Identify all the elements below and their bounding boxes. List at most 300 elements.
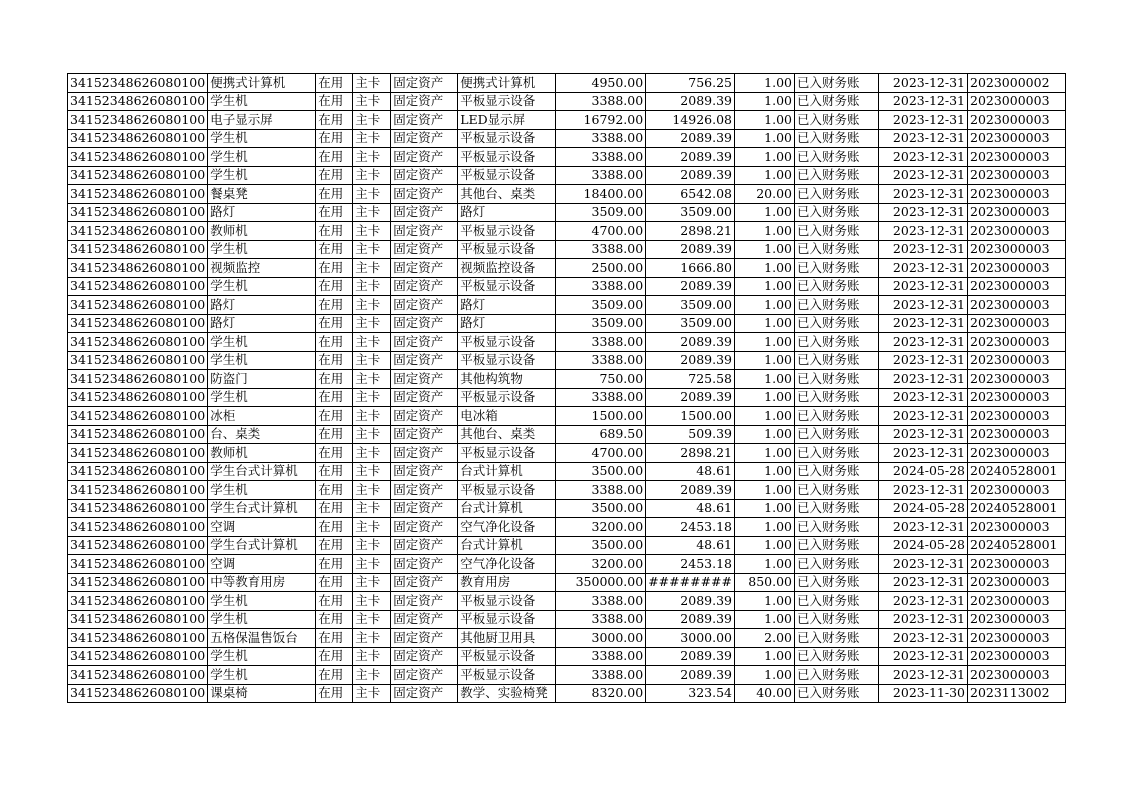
accounting-status-cell[interactable]: 已入财务账: [795, 407, 879, 426]
category-cell[interactable]: 其他台、桌类: [458, 185, 556, 204]
usage-status-cell[interactable]: 在用: [316, 92, 353, 111]
asset-name-cell[interactable]: 学生台式计算机: [208, 462, 316, 481]
card-type-cell[interactable]: 主卡: [353, 388, 391, 407]
category-cell[interactable]: 平板显示设备: [458, 388, 556, 407]
net-value-cell[interactable]: 3509.00: [646, 314, 735, 333]
asset-code-cell[interactable]: 34152348626080100: [68, 444, 208, 463]
usage-status-cell[interactable]: 在用: [316, 407, 353, 426]
accounting-status-cell[interactable]: 已入财务账: [795, 388, 879, 407]
usage-status-cell[interactable]: 在用: [316, 351, 353, 370]
original-value-cell[interactable]: 3509.00: [556, 296, 646, 315]
net-value-cell[interactable]: 2898.21: [646, 444, 735, 463]
asset-class-cell[interactable]: 固定资产: [391, 351, 458, 370]
asset-code-cell[interactable]: 34152348626080100: [68, 573, 208, 592]
quantity-cell[interactable]: 1.00: [735, 536, 795, 555]
card-type-cell[interactable]: 主卡: [353, 240, 391, 259]
asset-class-cell[interactable]: 固定资产: [391, 555, 458, 574]
card-type-cell[interactable]: 主卡: [353, 351, 391, 370]
card-type-cell[interactable]: 主卡: [353, 481, 391, 500]
asset-class-cell[interactable]: 固定资产: [391, 462, 458, 481]
asset-name-cell[interactable]: 路灯: [208, 314, 316, 333]
original-value-cell[interactable]: 2500.00: [556, 259, 646, 278]
quantity-cell[interactable]: 1.00: [735, 592, 795, 611]
asset-code-cell[interactable]: 34152348626080100: [68, 518, 208, 537]
card-type-cell[interactable]: 主卡: [353, 129, 391, 148]
asset-code-cell[interactable]: 34152348626080100: [68, 629, 208, 648]
net-value-cell[interactable]: 725.58: [646, 370, 735, 389]
asset-class-cell[interactable]: 固定资产: [391, 185, 458, 204]
date-cell[interactable]: 2023-12-31: [879, 425, 968, 444]
card-type-cell[interactable]: 主卡: [353, 425, 391, 444]
voucher-no-cell[interactable]: 2023000003: [968, 407, 1066, 426]
asset-name-cell[interactable]: 学生机: [208, 333, 316, 352]
usage-status-cell[interactable]: 在用: [316, 388, 353, 407]
asset-code-cell[interactable]: 34152348626080100: [68, 277, 208, 296]
asset-class-cell[interactable]: 固定资产: [391, 573, 458, 592]
card-type-cell[interactable]: 主卡: [353, 629, 391, 648]
date-cell[interactable]: 2023-12-31: [879, 573, 968, 592]
voucher-no-cell[interactable]: 2023000003: [968, 481, 1066, 500]
category-cell[interactable]: 其他构筑物: [458, 370, 556, 389]
net-value-cell[interactable]: 2089.39: [646, 610, 735, 629]
card-type-cell[interactable]: 主卡: [353, 185, 391, 204]
asset-class-cell[interactable]: 固定资产: [391, 481, 458, 500]
asset-name-cell[interactable]: 学生机: [208, 481, 316, 500]
category-cell[interactable]: 空气净化设备: [458, 518, 556, 537]
category-cell[interactable]: 路灯: [458, 296, 556, 315]
date-cell[interactable]: 2023-12-31: [879, 259, 968, 278]
category-cell[interactable]: 教学、实验椅凳: [458, 684, 556, 703]
original-value-cell[interactable]: 4950.00: [556, 74, 646, 93]
quantity-cell[interactable]: 1.00: [735, 388, 795, 407]
asset-name-cell[interactable]: 学生机: [208, 351, 316, 370]
asset-code-cell[interactable]: 34152348626080100: [68, 555, 208, 574]
accounting-status-cell[interactable]: 已入财务账: [795, 166, 879, 185]
accounting-status-cell[interactable]: 已入财务账: [795, 647, 879, 666]
category-cell[interactable]: 平板显示设备: [458, 647, 556, 666]
usage-status-cell[interactable]: 在用: [316, 555, 353, 574]
date-cell[interactable]: 2023-12-31: [879, 629, 968, 648]
net-value-cell[interactable]: ########: [646, 573, 735, 592]
voucher-no-cell[interactable]: 2023113002: [968, 684, 1066, 703]
net-value-cell[interactable]: 2089.39: [646, 647, 735, 666]
net-value-cell[interactable]: 1666.80: [646, 259, 735, 278]
voucher-no-cell[interactable]: 2023000003: [968, 666, 1066, 685]
voucher-no-cell[interactable]: 2023000003: [968, 444, 1066, 463]
voucher-no-cell[interactable]: 2023000003: [968, 203, 1066, 222]
asset-name-cell[interactable]: 学生机: [208, 92, 316, 111]
asset-class-cell[interactable]: 固定资产: [391, 536, 458, 555]
quantity-cell[interactable]: 850.00: [735, 573, 795, 592]
usage-status-cell[interactable]: 在用: [316, 277, 353, 296]
original-value-cell[interactable]: 3388.00: [556, 610, 646, 629]
asset-class-cell[interactable]: 固定资产: [391, 74, 458, 93]
accounting-status-cell[interactable]: 已入财务账: [795, 203, 879, 222]
asset-class-cell[interactable]: 固定资产: [391, 684, 458, 703]
net-value-cell[interactable]: 1500.00: [646, 407, 735, 426]
usage-status-cell[interactable]: 在用: [316, 203, 353, 222]
net-value-cell[interactable]: 2089.39: [646, 277, 735, 296]
quantity-cell[interactable]: 20.00: [735, 185, 795, 204]
net-value-cell[interactable]: 2089.39: [646, 333, 735, 352]
voucher-no-cell[interactable]: 2023000003: [968, 111, 1066, 130]
quantity-cell[interactable]: 1.00: [735, 203, 795, 222]
quantity-cell[interactable]: 1.00: [735, 444, 795, 463]
usage-status-cell[interactable]: 在用: [316, 462, 353, 481]
original-value-cell[interactable]: 750.00: [556, 370, 646, 389]
category-cell[interactable]: 台式计算机: [458, 462, 556, 481]
date-cell[interactable]: 2024-05-28: [879, 462, 968, 481]
asset-code-cell[interactable]: 34152348626080100: [68, 259, 208, 278]
usage-status-cell[interactable]: 在用: [316, 610, 353, 629]
category-cell[interactable]: LED显示屏: [458, 111, 556, 130]
card-type-cell[interactable]: 主卡: [353, 666, 391, 685]
accounting-status-cell[interactable]: 已入财务账: [795, 240, 879, 259]
date-cell[interactable]: 2023-12-31: [879, 74, 968, 93]
usage-status-cell[interactable]: 在用: [316, 536, 353, 555]
category-cell[interactable]: 台式计算机: [458, 536, 556, 555]
asset-class-cell[interactable]: 固定资产: [391, 499, 458, 518]
original-value-cell[interactable]: 3388.00: [556, 647, 646, 666]
accounting-status-cell[interactable]: 已入财务账: [795, 259, 879, 278]
accounting-status-cell[interactable]: 已入财务账: [795, 351, 879, 370]
asset-class-cell[interactable]: 固定资产: [391, 222, 458, 241]
quantity-cell[interactable]: 1.00: [735, 314, 795, 333]
asset-class-cell[interactable]: 固定资产: [391, 333, 458, 352]
date-cell[interactable]: 2023-12-31: [879, 296, 968, 315]
voucher-no-cell[interactable]: 2023000003: [968, 388, 1066, 407]
date-cell[interactable]: 2023-12-31: [879, 314, 968, 333]
accounting-status-cell[interactable]: 已入财务账: [795, 425, 879, 444]
accounting-status-cell[interactable]: 已入财务账: [795, 92, 879, 111]
card-type-cell[interactable]: 主卡: [353, 684, 391, 703]
accounting-status-cell[interactable]: 已入财务账: [795, 111, 879, 130]
voucher-no-cell[interactable]: 20240528001: [968, 499, 1066, 518]
voucher-no-cell[interactable]: 2023000003: [968, 647, 1066, 666]
accounting-status-cell[interactable]: 已入财务账: [795, 74, 879, 93]
category-cell[interactable]: 视频监控设备: [458, 259, 556, 278]
date-cell[interactable]: 2023-12-31: [879, 610, 968, 629]
asset-class-cell[interactable]: 固定资产: [391, 592, 458, 611]
net-value-cell[interactable]: 2089.39: [646, 592, 735, 611]
original-value-cell[interactable]: 3388.00: [556, 129, 646, 148]
usage-status-cell[interactable]: 在用: [316, 499, 353, 518]
asset-class-cell[interactable]: 固定资产: [391, 314, 458, 333]
category-cell[interactable]: 平板显示设备: [458, 240, 556, 259]
original-value-cell[interactable]: 3200.00: [556, 555, 646, 574]
voucher-no-cell[interactable]: 2023000003: [968, 148, 1066, 167]
asset-name-cell[interactable]: 路灯: [208, 203, 316, 222]
accounting-status-cell[interactable]: 已入财务账: [795, 666, 879, 685]
asset-code-cell[interactable]: 34152348626080100: [68, 666, 208, 685]
asset-code-cell[interactable]: 34152348626080100: [68, 481, 208, 500]
asset-class-cell[interactable]: 固定资产: [391, 148, 458, 167]
card-type-cell[interactable]: 主卡: [353, 314, 391, 333]
category-cell[interactable]: 便携式计算机: [458, 74, 556, 93]
asset-code-cell[interactable]: 34152348626080100: [68, 684, 208, 703]
category-cell[interactable]: 路灯: [458, 314, 556, 333]
quantity-cell[interactable]: 1.00: [735, 111, 795, 130]
date-cell[interactable]: 2023-12-31: [879, 518, 968, 537]
usage-status-cell[interactable]: 在用: [316, 166, 353, 185]
original-value-cell[interactable]: 3388.00: [556, 481, 646, 500]
accounting-status-cell[interactable]: 已入财务账: [795, 185, 879, 204]
accounting-status-cell[interactable]: 已入财务账: [795, 573, 879, 592]
net-value-cell[interactable]: 2089.39: [646, 148, 735, 167]
quantity-cell[interactable]: 1.00: [735, 647, 795, 666]
voucher-no-cell[interactable]: 20240528001: [968, 536, 1066, 555]
original-value-cell[interactable]: 8320.00: [556, 684, 646, 703]
category-cell[interactable]: 平板显示设备: [458, 592, 556, 611]
voucher-no-cell[interactable]: 20240528001: [968, 462, 1066, 481]
quantity-cell[interactable]: 1.00: [735, 240, 795, 259]
card-type-cell[interactable]: 主卡: [353, 296, 391, 315]
accounting-status-cell[interactable]: 已入财务账: [795, 610, 879, 629]
original-value-cell[interactable]: 3388.00: [556, 92, 646, 111]
usage-status-cell[interactable]: 在用: [316, 666, 353, 685]
date-cell[interactable]: 2023-12-31: [879, 222, 968, 241]
category-cell[interactable]: 平板显示设备: [458, 166, 556, 185]
asset-class-cell[interactable]: 固定资产: [391, 129, 458, 148]
asset-name-cell[interactable]: 空调: [208, 555, 316, 574]
date-cell[interactable]: 2023-12-31: [879, 481, 968, 500]
quantity-cell[interactable]: 1.00: [735, 351, 795, 370]
original-value-cell[interactable]: 3388.00: [556, 277, 646, 296]
asset-class-cell[interactable]: 固定资产: [391, 240, 458, 259]
category-cell[interactable]: 空气净化设备: [458, 555, 556, 574]
asset-name-cell[interactable]: 中等教育用房: [208, 573, 316, 592]
category-cell[interactable]: 平板显示设备: [458, 351, 556, 370]
voucher-no-cell[interactable]: 2023000003: [968, 629, 1066, 648]
date-cell[interactable]: 2023-12-31: [879, 148, 968, 167]
date-cell[interactable]: 2023-12-31: [879, 444, 968, 463]
usage-status-cell[interactable]: 在用: [316, 370, 353, 389]
accounting-status-cell[interactable]: 已入财务账: [795, 222, 879, 241]
category-cell[interactable]: 平板显示设备: [458, 92, 556, 111]
card-type-cell[interactable]: 主卡: [353, 518, 391, 537]
original-value-cell[interactable]: 3500.00: [556, 536, 646, 555]
card-type-cell[interactable]: 主卡: [353, 259, 391, 278]
asset-class-cell[interactable]: 固定资产: [391, 629, 458, 648]
card-type-cell[interactable]: 主卡: [353, 166, 391, 185]
date-cell[interactable]: 2023-12-31: [879, 388, 968, 407]
date-cell[interactable]: 2023-12-31: [879, 166, 968, 185]
original-value-cell[interactable]: 3500.00: [556, 499, 646, 518]
asset-class-cell[interactable]: 固定资产: [391, 518, 458, 537]
asset-name-cell[interactable]: 路灯: [208, 296, 316, 315]
asset-code-cell[interactable]: 34152348626080100: [68, 92, 208, 111]
asset-code-cell[interactable]: 34152348626080100: [68, 462, 208, 481]
asset-code-cell[interactable]: 34152348626080100: [68, 647, 208, 666]
date-cell[interactable]: 2023-12-31: [879, 407, 968, 426]
asset-name-cell[interactable]: 学生台式计算机: [208, 499, 316, 518]
quantity-cell[interactable]: 40.00: [735, 684, 795, 703]
original-value-cell[interactable]: 3388.00: [556, 333, 646, 352]
asset-class-cell[interactable]: 固定资产: [391, 425, 458, 444]
asset-name-cell[interactable]: 台、桌类: [208, 425, 316, 444]
asset-code-cell[interactable]: 34152348626080100: [68, 370, 208, 389]
voucher-no-cell[interactable]: 2023000003: [968, 222, 1066, 241]
date-cell[interactable]: 2023-12-31: [879, 666, 968, 685]
category-cell[interactable]: 平板显示设备: [458, 444, 556, 463]
category-cell[interactable]: 其他台、桌类: [458, 425, 556, 444]
card-type-cell[interactable]: 主卡: [353, 592, 391, 611]
date-cell[interactable]: 2023-12-31: [879, 333, 968, 352]
net-value-cell[interactable]: 2089.39: [646, 666, 735, 685]
date-cell[interactable]: 2023-12-31: [879, 555, 968, 574]
original-value-cell[interactable]: 689.50: [556, 425, 646, 444]
category-cell[interactable]: 台式计算机: [458, 499, 556, 518]
category-cell[interactable]: 平板显示设备: [458, 277, 556, 296]
asset-name-cell[interactable]: 学生机: [208, 148, 316, 167]
quantity-cell[interactable]: 1.00: [735, 666, 795, 685]
usage-status-cell[interactable]: 在用: [316, 647, 353, 666]
original-value-cell[interactable]: 4700.00: [556, 222, 646, 241]
quantity-cell[interactable]: 1.00: [735, 518, 795, 537]
card-type-cell[interactable]: 主卡: [353, 74, 391, 93]
asset-name-cell[interactable]: 学生机: [208, 129, 316, 148]
asset-code-cell[interactable]: 34152348626080100: [68, 536, 208, 555]
quantity-cell[interactable]: 1.00: [735, 370, 795, 389]
date-cell[interactable]: 2024-05-28: [879, 499, 968, 518]
net-value-cell[interactable]: 3000.00: [646, 629, 735, 648]
accounting-status-cell[interactable]: 已入财务账: [795, 333, 879, 352]
asset-name-cell[interactable]: 教师机: [208, 222, 316, 241]
voucher-no-cell[interactable]: 2023000003: [968, 518, 1066, 537]
asset-name-cell[interactable]: 学生机: [208, 592, 316, 611]
asset-code-cell[interactable]: 34152348626080100: [68, 592, 208, 611]
usage-status-cell[interactable]: 在用: [316, 185, 353, 204]
original-value-cell[interactable]: 18400.00: [556, 185, 646, 204]
asset-name-cell[interactable]: 学生台式计算机: [208, 536, 316, 555]
asset-code-cell[interactable]: 34152348626080100: [68, 111, 208, 130]
net-value-cell[interactable]: 2089.39: [646, 92, 735, 111]
card-type-cell[interactable]: 主卡: [353, 370, 391, 389]
original-value-cell[interactable]: 3388.00: [556, 240, 646, 259]
asset-code-cell[interactable]: 34152348626080100: [68, 148, 208, 167]
quantity-cell[interactable]: 1.00: [735, 555, 795, 574]
usage-status-cell[interactable]: 在用: [316, 518, 353, 537]
asset-class-cell[interactable]: 固定资产: [391, 610, 458, 629]
quantity-cell[interactable]: 1.00: [735, 481, 795, 500]
voucher-no-cell[interactable]: 2023000003: [968, 351, 1066, 370]
original-value-cell[interactable]: 4700.00: [556, 444, 646, 463]
accounting-status-cell[interactable]: 已入财务账: [795, 314, 879, 333]
quantity-cell[interactable]: 1.00: [735, 610, 795, 629]
voucher-no-cell[interactable]: 2023000003: [968, 333, 1066, 352]
quantity-cell[interactable]: 1.00: [735, 462, 795, 481]
accounting-status-cell[interactable]: 已入财务账: [795, 629, 879, 648]
accounting-status-cell[interactable]: 已入财务账: [795, 148, 879, 167]
original-value-cell[interactable]: 3200.00: [556, 518, 646, 537]
accounting-status-cell[interactable]: 已入财务账: [795, 555, 879, 574]
asset-class-cell[interactable]: 固定资产: [391, 647, 458, 666]
quantity-cell[interactable]: 1.00: [735, 92, 795, 111]
asset-code-cell[interactable]: 34152348626080100: [68, 74, 208, 93]
accounting-status-cell[interactable]: 已入财务账: [795, 592, 879, 611]
usage-status-cell[interactable]: 在用: [316, 259, 353, 278]
usage-status-cell[interactable]: 在用: [316, 314, 353, 333]
original-value-cell[interactable]: 3388.00: [556, 666, 646, 685]
usage-status-cell[interactable]: 在用: [316, 74, 353, 93]
asset-name-cell[interactable]: 冰柜: [208, 407, 316, 426]
asset-code-cell[interactable]: 34152348626080100: [68, 610, 208, 629]
accounting-status-cell[interactable]: 已入财务账: [795, 444, 879, 463]
quantity-cell[interactable]: 2.00: [735, 629, 795, 648]
asset-class-cell[interactable]: 固定资产: [391, 259, 458, 278]
asset-code-cell[interactable]: 34152348626080100: [68, 129, 208, 148]
original-value-cell[interactable]: 3509.00: [556, 203, 646, 222]
date-cell[interactable]: 2023-12-31: [879, 185, 968, 204]
asset-code-cell[interactable]: 34152348626080100: [68, 407, 208, 426]
voucher-no-cell[interactable]: 2023000003: [968, 610, 1066, 629]
asset-name-cell[interactable]: 防盗门: [208, 370, 316, 389]
asset-code-cell[interactable]: 34152348626080100: [68, 388, 208, 407]
quantity-cell[interactable]: 1.00: [735, 148, 795, 167]
card-type-cell[interactable]: 主卡: [353, 222, 391, 241]
net-value-cell[interactable]: 3509.00: [646, 296, 735, 315]
usage-status-cell[interactable]: 在用: [316, 573, 353, 592]
voucher-no-cell[interactable]: 2023000003: [968, 259, 1066, 278]
asset-class-cell[interactable]: 固定资产: [391, 388, 458, 407]
card-type-cell[interactable]: 主卡: [353, 647, 391, 666]
card-type-cell[interactable]: 主卡: [353, 277, 391, 296]
asset-class-cell[interactable]: 固定资产: [391, 166, 458, 185]
quantity-cell[interactable]: 1.00: [735, 259, 795, 278]
quantity-cell[interactable]: 1.00: [735, 425, 795, 444]
net-value-cell[interactable]: 3509.00: [646, 203, 735, 222]
accounting-status-cell[interactable]: 已入财务账: [795, 536, 879, 555]
net-value-cell[interactable]: 509.39: [646, 425, 735, 444]
card-type-cell[interactable]: 主卡: [353, 111, 391, 130]
asset-class-cell[interactable]: 固定资产: [391, 111, 458, 130]
card-type-cell[interactable]: 主卡: [353, 462, 391, 481]
asset-code-cell[interactable]: 34152348626080100: [68, 351, 208, 370]
card-type-cell[interactable]: 主卡: [353, 573, 391, 592]
voucher-no-cell[interactable]: 2023000003: [968, 240, 1066, 259]
category-cell[interactable]: 平板显示设备: [458, 148, 556, 167]
voucher-no-cell[interactable]: 2023000003: [968, 129, 1066, 148]
voucher-no-cell[interactable]: 2023000003: [968, 573, 1066, 592]
asset-code-cell[interactable]: 34152348626080100: [68, 499, 208, 518]
asset-name-cell[interactable]: 学生机: [208, 388, 316, 407]
usage-status-cell[interactable]: 在用: [316, 444, 353, 463]
quantity-cell[interactable]: 1.00: [735, 222, 795, 241]
voucher-no-cell[interactable]: 2023000003: [968, 185, 1066, 204]
asset-name-cell[interactable]: 课桌椅: [208, 684, 316, 703]
quantity-cell[interactable]: 1.00: [735, 277, 795, 296]
net-value-cell[interactable]: 2453.18: [646, 555, 735, 574]
net-value-cell[interactable]: 2089.39: [646, 129, 735, 148]
asset-name-cell[interactable]: 学生机: [208, 610, 316, 629]
voucher-no-cell[interactable]: 2023000003: [968, 314, 1066, 333]
net-value-cell[interactable]: 2453.18: [646, 518, 735, 537]
asset-class-cell[interactable]: 固定资产: [391, 203, 458, 222]
net-value-cell[interactable]: 2089.39: [646, 166, 735, 185]
net-value-cell[interactable]: 2898.21: [646, 222, 735, 241]
date-cell[interactable]: 2023-12-31: [879, 351, 968, 370]
quantity-cell[interactable]: 1.00: [735, 296, 795, 315]
date-cell[interactable]: 2023-12-31: [879, 277, 968, 296]
usage-status-cell[interactable]: 在用: [316, 129, 353, 148]
asset-name-cell[interactable]: 便携式计算机: [208, 74, 316, 93]
original-value-cell[interactable]: 16792.00: [556, 111, 646, 130]
asset-name-cell[interactable]: 电子显示屏: [208, 111, 316, 130]
original-value-cell[interactable]: 3388.00: [556, 351, 646, 370]
asset-name-cell[interactable]: 学生机: [208, 277, 316, 296]
asset-name-cell[interactable]: 学生机: [208, 240, 316, 259]
voucher-no-cell[interactable]: 2023000003: [968, 370, 1066, 389]
